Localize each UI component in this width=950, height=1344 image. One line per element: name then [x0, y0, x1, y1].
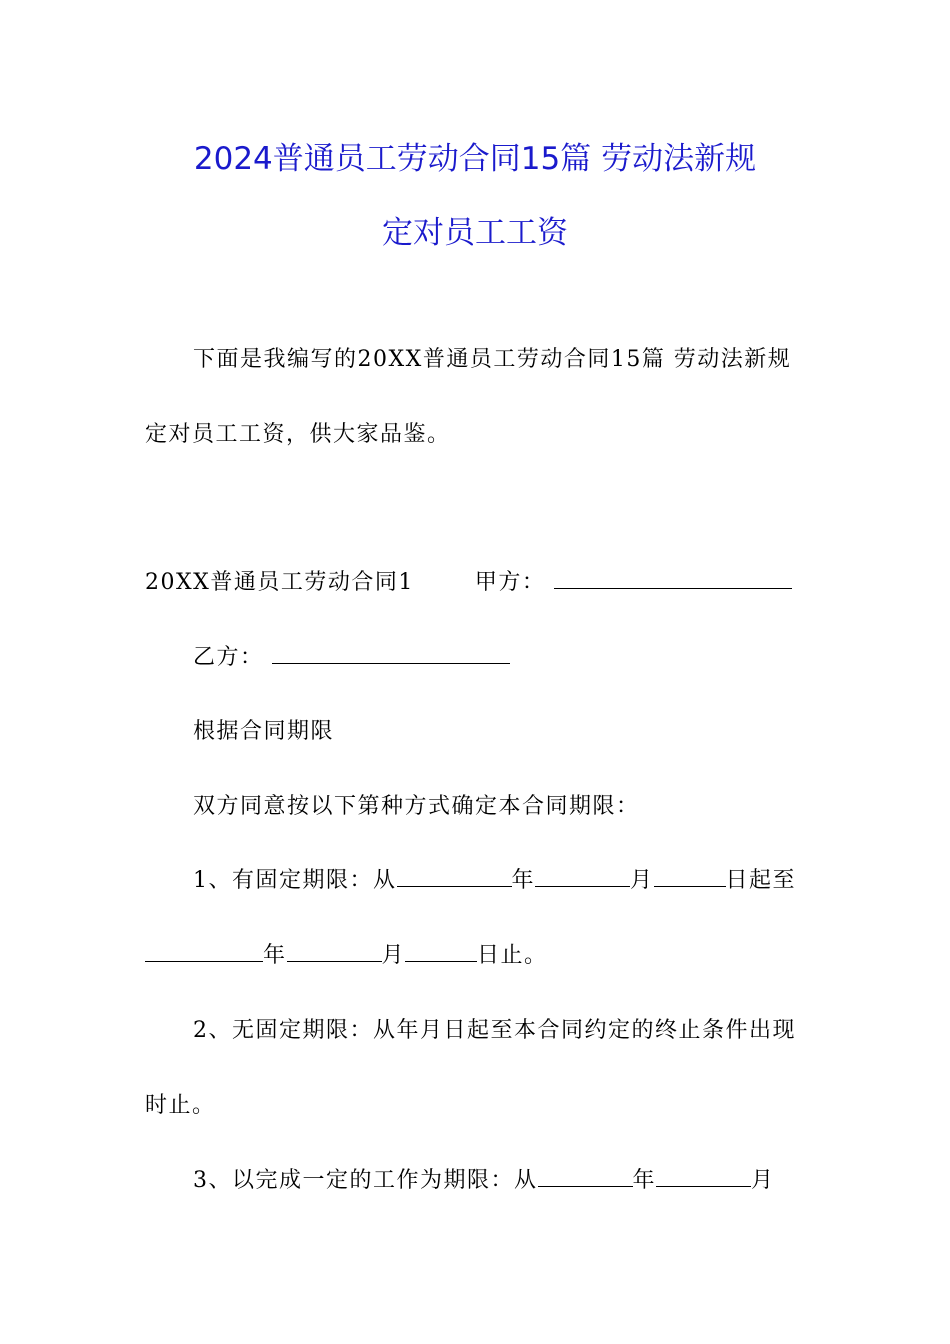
- clause-3-line-1: 3、以完成一定的工作为期限：从 年 月: [193, 1168, 775, 1193]
- intro-line-2: 定对员工工资，供大家品鉴。: [145, 422, 451, 447]
- clause-2-line-2: 时止。: [145, 1093, 216, 1118]
- clause-1-end-day-blank: [405, 941, 477, 962]
- clause-1-start-month-blank: [535, 866, 630, 887]
- clause-1-line-2: 年 月 日止。: [145, 941, 548, 971]
- clause-1-start-year-blank: [397, 866, 512, 887]
- party-b-blank: [272, 643, 510, 664]
- document-title-line-2: 定对员工工资: [382, 215, 568, 251]
- clause-2-line-1: 2、无固定期限：从年月日起至本合同约定的终止条件出现: [193, 1018, 796, 1043]
- clause-1-end-month-blank: [287, 941, 382, 962]
- clause-1-start-day-blank: [654, 866, 726, 887]
- intro-line-1: 下面是我编写的20XX普通员工劳动合同15篇 劳动法新规: [193, 347, 792, 372]
- clause-3-start-year-blank: [538, 1166, 633, 1187]
- contract-heading-row: [145, 568, 792, 598]
- term-intro: 双方同意按以下第种方式确定本合同期限：: [193, 794, 640, 819]
- document-title-line-1: 2024普通员工劳动合同15篇 劳动法新规: [193, 141, 757, 177]
- clause-1-end-year-blank: [145, 941, 263, 962]
- clause-1-line-1: 1、有固定期限：从 年 月 日起至: [193, 868, 797, 893]
- term-basis: 根据合同期限: [193, 719, 335, 744]
- party-b-row: [193, 643, 510, 673]
- party-b-label: 乙方：: [193, 645, 264, 670]
- clause-3-start-month-blank: [656, 1166, 751, 1187]
- party-a-label: 甲方：: [474, 570, 546, 595]
- party-a-blank: [554, 568, 792, 589]
- contract-heading: 20XX普通员工劳动合同1: [145, 570, 414, 595]
